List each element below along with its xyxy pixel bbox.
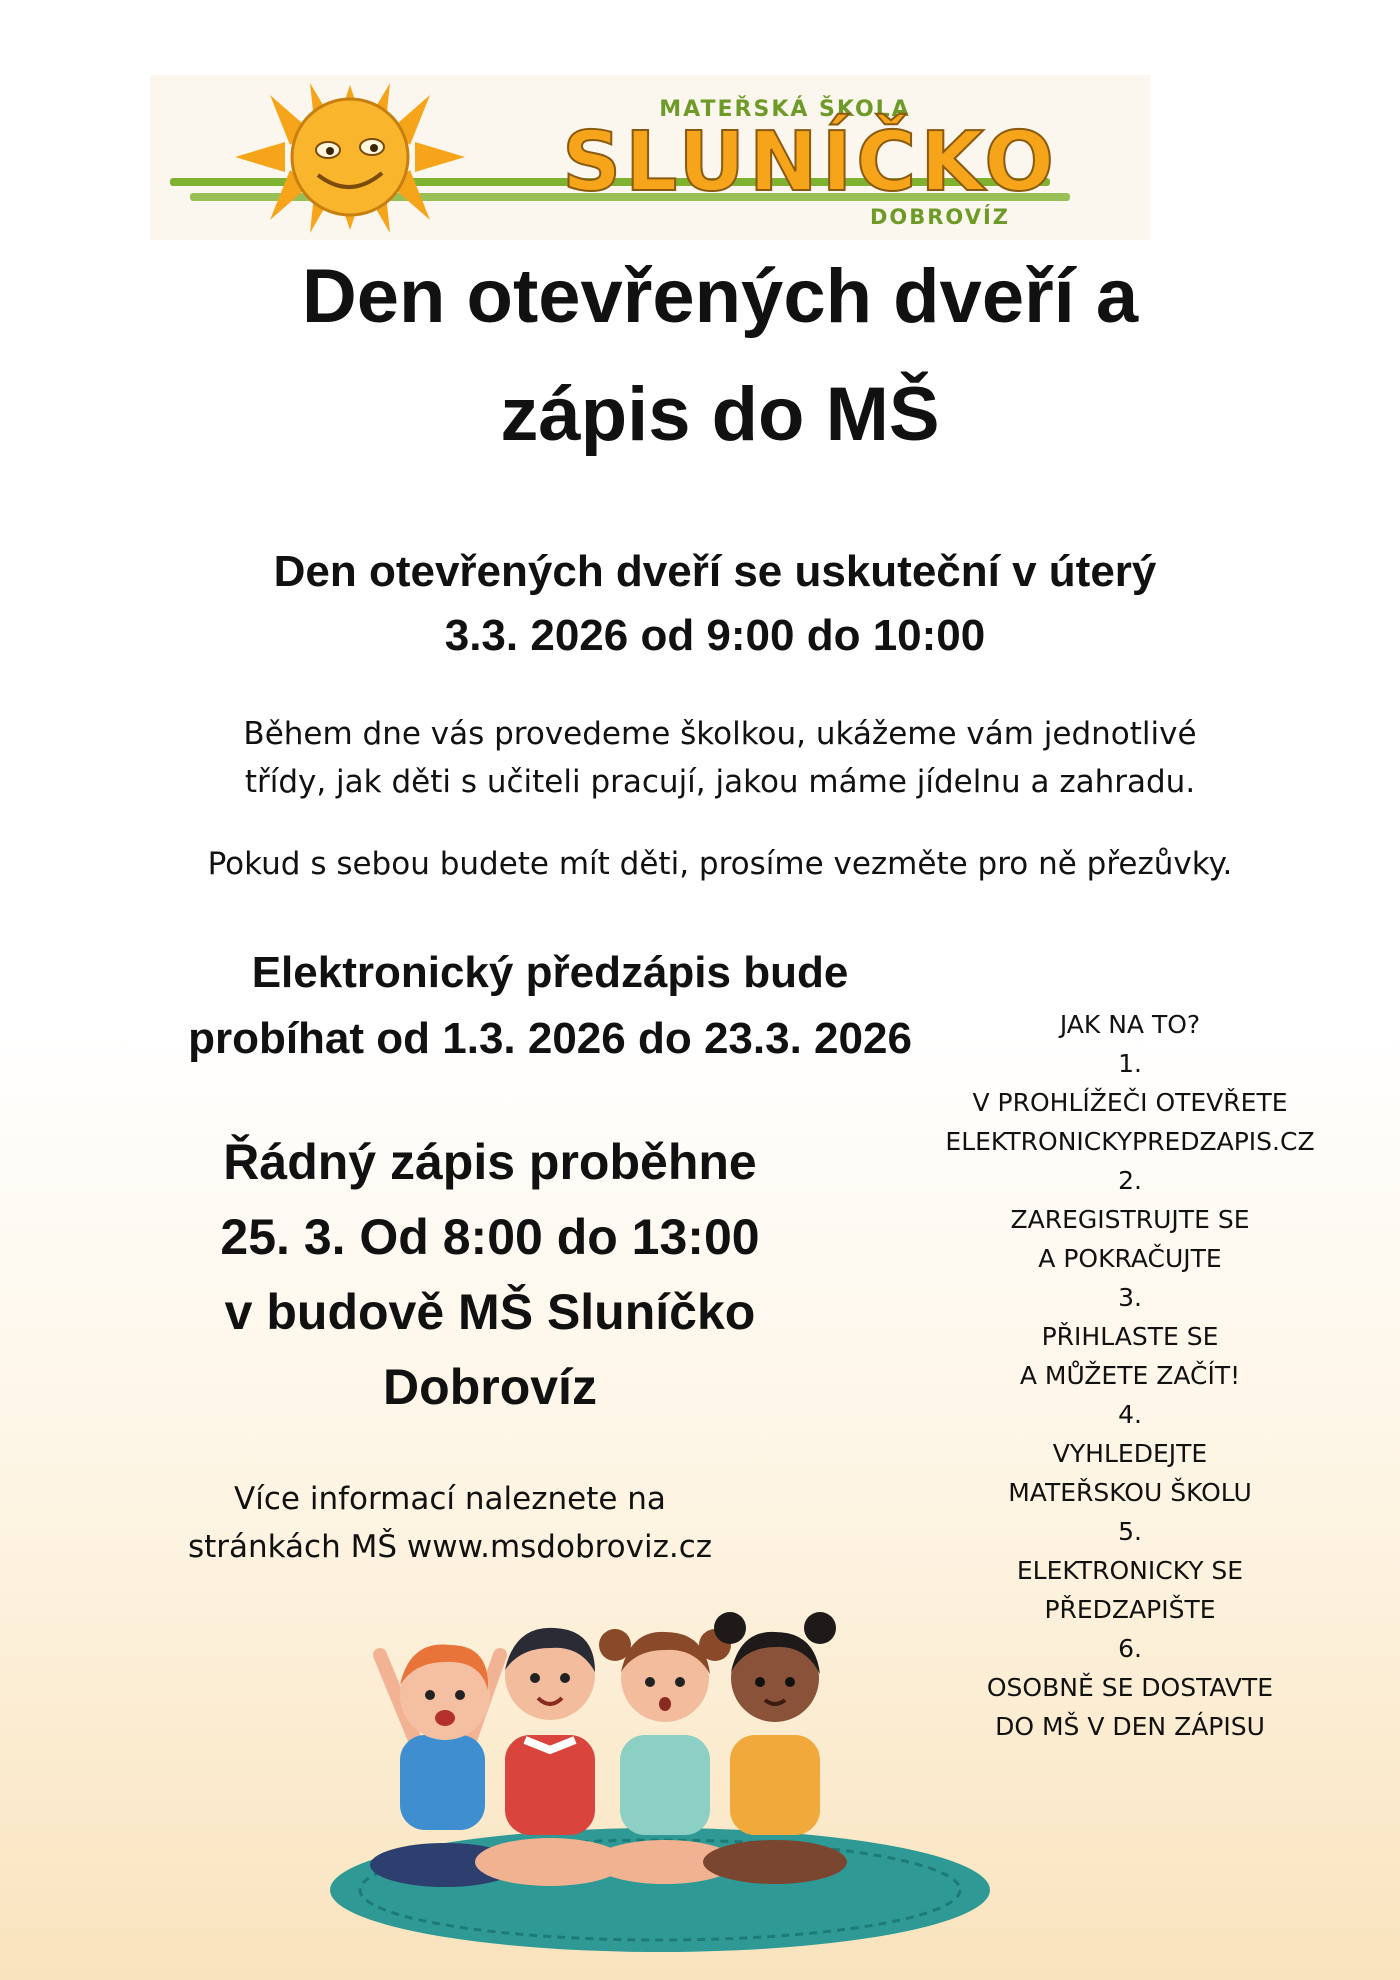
- enrollment-line2: 25. 3. Od 8:00 do 13:00: [220, 1209, 760, 1265]
- enrollment-line1: Řádný zápis proběhne: [223, 1134, 757, 1190]
- enrollment-line4: Dobrovíz: [383, 1359, 597, 1415]
- children-illustration: [320, 1600, 1000, 1960]
- logo-place: DOBROVÍZ: [869, 205, 1011, 229]
- how-to-line: PŘEDZAPIŠTE: [1044, 1595, 1216, 1624]
- more-info-line2: stránkách MŠ www.msdobroviz.cz: [187, 1529, 713, 1565]
- how-to-line: 3.: [1118, 1283, 1142, 1312]
- how-to-line: OSOBNĚ SE DOSTAVTE: [986, 1673, 1274, 1702]
- enrollment-heading: [110, 1125, 870, 1425]
- how-to-line: 6.: [1118, 1634, 1142, 1663]
- open-day-note: Pokud s sebou budete mít děti, prosíme vezměte pro ně přezůvky.: [207, 846, 1233, 882]
- how-to-line: A POKRAČUJTE: [1038, 1244, 1222, 1273]
- open-day-heading-line1: Den otevřených dveří se uskuteční v úterý: [273, 547, 1157, 596]
- how-to-line: PŘIHLASTE SE: [1041, 1322, 1219, 1351]
- prereg-heading: [120, 940, 980, 1072]
- how-to-line: 4.: [1118, 1400, 1142, 1429]
- how-to-line: ELEKTRONICKY SE: [1016, 1556, 1244, 1585]
- prereg-heading-line2: probíhat od 1.3. 2026 do 23.3. 2026: [188, 1014, 912, 1063]
- how-to-line: VYHLEDEJTE: [1052, 1439, 1208, 1468]
- page-title-line2: zápis do MŠ: [500, 372, 940, 457]
- open-day-description: [160, 710, 1280, 806]
- logo-name: SLUNÍČKO: [562, 115, 1058, 210]
- prereg-heading-line1: Elektronický předzápis bude: [251, 948, 849, 997]
- school-logo: [150, 75, 1150, 240]
- how-to-line: ZAREGISTRUJTE SE: [1010, 1205, 1250, 1234]
- how-to-line: DO MŠ V DEN ZÁPISU: [995, 1712, 1265, 1741]
- open-day-description-line1: Během dne vás provedeme školkou, ukážeme vám jednotlivé: [243, 716, 1197, 752]
- how-to-line: 1.: [1118, 1049, 1142, 1078]
- open-day-heading-line2: 3.3. 2026 od 9:00 do 10:00: [444, 611, 986, 660]
- logo-subtitle: MATEŘSKÁ ŠKOLA: [659, 97, 911, 122]
- how-to-line: 5.: [1118, 1517, 1142, 1546]
- open-day-heading: [120, 540, 1310, 668]
- page-title-line1: Den otevřených dveří a: [301, 254, 1139, 339]
- how-to-line: MATEŘSKOU ŠKOLU: [1008, 1478, 1252, 1507]
- more-info: [150, 1475, 750, 1571]
- how-to-line: A MŮŽETE ZAČÍT!: [1019, 1361, 1241, 1390]
- page-title: [120, 238, 1320, 474]
- open-day-description-line2: třídy, jak děti s učiteli pracují, jakou máme jídelnu a zahradu.: [244, 764, 1196, 800]
- how-to-line: ELEKTRONICKYPREDZAPIS.CZ: [945, 1127, 1315, 1156]
- how-to-line: 2.: [1118, 1166, 1142, 1195]
- how-to-line: JAK NA TO?: [1059, 1010, 1201, 1039]
- how-to-line: V PROHLÍŽEČI OTEVŘETE: [972, 1088, 1288, 1117]
- enrollment-line3: v budově MŠ Sluníčko: [224, 1284, 756, 1340]
- more-info-line1: Více informací naleznete na: [234, 1481, 666, 1517]
